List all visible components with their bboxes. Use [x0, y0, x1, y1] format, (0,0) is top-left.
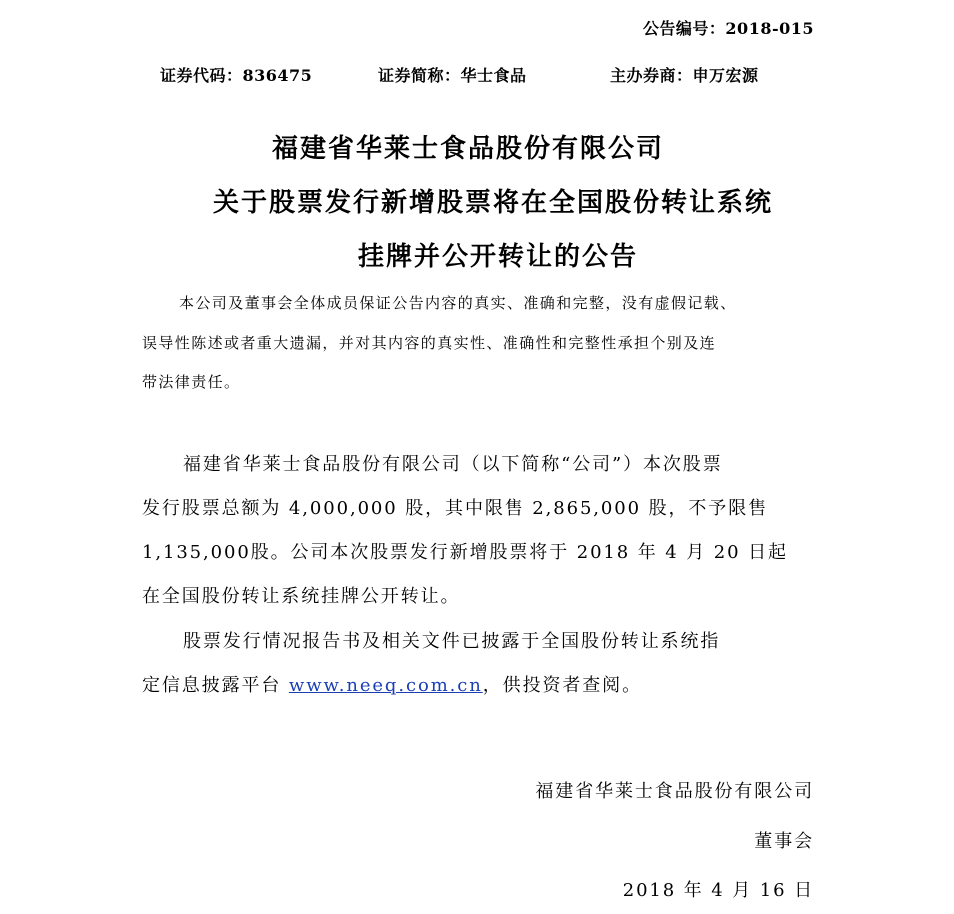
body-p1-line-1: 福建省华莱士食品股份有限公司（以下简称“公司”）本次股票: [183, 454, 723, 475]
body-p2-line-2-prefix: 定信息披露平台: [142, 675, 289, 696]
sponsor-broker: 主办券商：申万宏源: [610, 66, 759, 85]
security-abbreviation: 证券简称：华士食品: [378, 66, 527, 85]
body-p2-line-2: [142, 674, 642, 698]
title-line-1: 福建省华莱士食品股份有限公司: [272, 134, 665, 164]
disclaimer-line-3: 带法律责任。: [142, 373, 241, 391]
body-p1-line-3: 1,135,000股。公司本次股票发行新增股票将于 2018 年 4 月 20 日起: [142, 542, 788, 563]
notice-number: 公告编号：2018-015: [642, 19, 814, 38]
disclaimer-line-2: 误导性陈述或者重大遗漏，并对其内容的真实性、准确性和完整性承担个别及连: [142, 334, 717, 352]
security-code: 证券代码：836475: [160, 66, 313, 85]
body-p1-line-4: 在全国股份转让系统挂牌公开转让。: [142, 586, 461, 607]
signature-company: 福建省华莱士食品股份有限公司: [535, 781, 814, 802]
signature-board: 董事会: [754, 831, 814, 852]
title-line-3: 挂牌并公开转让的公告: [358, 242, 639, 272]
body-p1-line-2: 发行股票总额为 4,000,000 股，其中限售 2,865,000 股，不予限售: [142, 498, 769, 519]
title-line-2: 关于股票发行新增股票将在全国股份转让系统: [213, 188, 774, 218]
neeq-website-link[interactable]: www.neeq.com.cn: [288, 675, 483, 696]
disclaimer-line-1: 本公司及董事会全体成员保证公告内容的真实、准确和完整，没有虚假记载、: [179, 294, 737, 312]
body-p2-line-1: 股票发行情况报告书及相关文件已披露于全国股份转让系统指: [183, 631, 721, 652]
signature-date: 2018 年 4 月 16 日: [622, 880, 814, 901]
body-p2-line-2-suffix: ，供投资者查阅。: [482, 675, 642, 696]
